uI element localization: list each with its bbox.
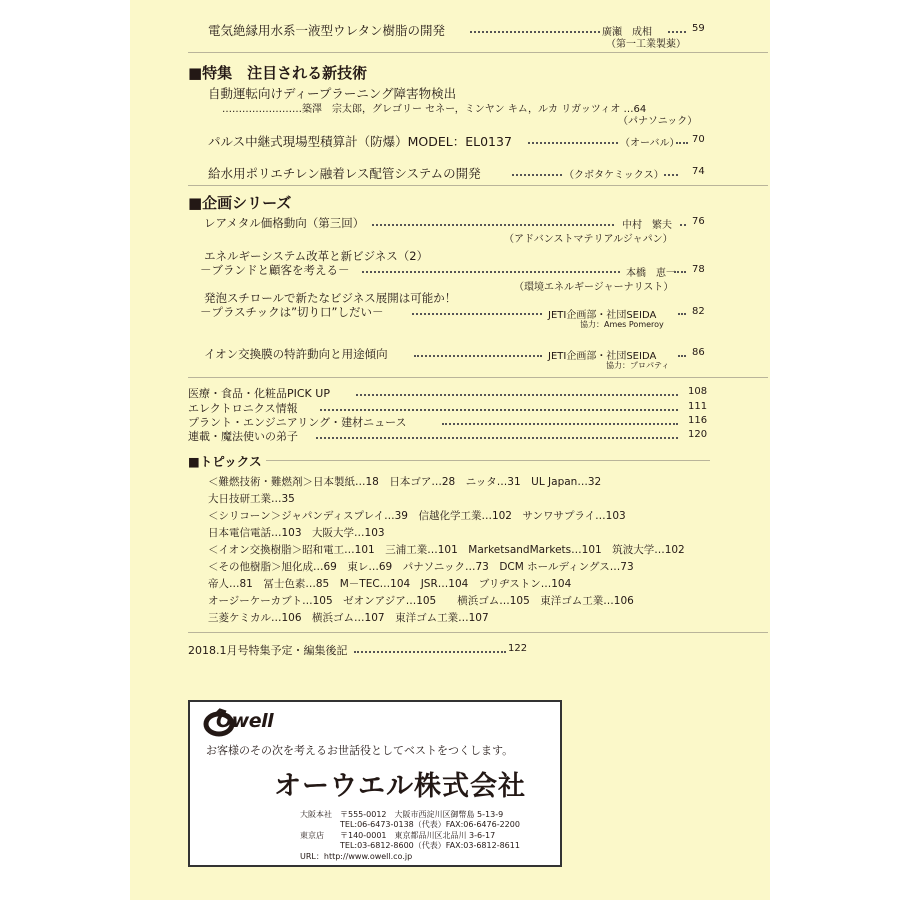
article-company: （環境エネルギージャーナリスト）: [514, 282, 674, 293]
divider: [188, 185, 768, 186]
article-cooperation: 協力：プロパティ: [606, 361, 670, 370]
section-heading-topics: ■トピックス: [188, 454, 262, 469]
topic-line: 三菱ケミカル…106 横浜ゴム…107 東洋ゴム工業…107: [208, 612, 489, 624]
ad-tagline: お客様のその次を考えるお世話役としてベストをつくします。: [206, 744, 514, 757]
article-title: イオン交換膜の特許動向と用途傾向: [204, 347, 388, 361]
dot-leader: [414, 355, 542, 357]
logo-text: Owell: [216, 710, 274, 732]
article-title: パルス中継式現場型積算計（防爆）MODEL：EL0137: [208, 134, 512, 149]
dot-leader: [680, 224, 686, 226]
page-number: 122: [508, 643, 528, 654]
article-authors: ……………………築澤 宗太郎，グレゴリー セネー，ミンヤン キム，ルカ リガッツィオ …64: [222, 104, 647, 115]
page-number: 59: [692, 23, 705, 34]
office-name: 大阪本社: [300, 810, 332, 819]
topic-line: ＜その他樹脂＞旭化成…69 東レ…69 パナソニック…73 DCM ホールディングス…73: [208, 561, 634, 573]
dot-leader: [442, 423, 678, 425]
company-ad: [188, 700, 562, 867]
article-author: 中村 繁夫: [622, 220, 672, 231]
contents-page: [130, 0, 770, 900]
article-company: （アドバンストマテリアルジャパン）: [504, 234, 673, 245]
dot-leader: [372, 224, 614, 226]
ad-company-name: オーウエル株式会社: [274, 771, 526, 802]
divider: [188, 52, 768, 53]
section-heading-feature: ■特集 注目される新技術: [188, 64, 368, 82]
topic-line: ＜イオン交換樹脂＞昭和電工…101 三浦工業…101 MarketsandMarkets…101 筑波大学…102: [208, 544, 685, 556]
page-number: 120: [688, 429, 708, 440]
topic-line: 帝人…81 冨士色素…85 M－TEC…104 JSR…104 ブリヂストン…104: [208, 578, 572, 590]
article-title: 自動運転向けディープラーニング障害物検出: [208, 86, 457, 101]
divider: [188, 632, 768, 633]
topic-line: ＜シリコーン＞ジャパンディスプレイ…39 信越化学工業…102 サンワサプライ…103: [208, 510, 626, 522]
column-title: エレクトロニクス情報: [188, 402, 298, 415]
dot-leader: [362, 271, 620, 273]
page-number: 82: [692, 306, 705, 317]
article-company: （オーバル）: [620, 138, 680, 149]
dot-leader: [674, 271, 686, 273]
dot-leader: [676, 142, 688, 144]
divider: [266, 460, 710, 461]
office-phone: TEL:03-6812-8600（代表）FAX:03-6812-8611: [340, 841, 520, 850]
topic-line: オージーケーカブト…105 ゼオンアジア…105 横浜ゴム…105 東洋ゴム工業…106: [208, 595, 634, 607]
dot-leader: [316, 437, 678, 439]
dot-leader: [412, 313, 542, 315]
page-number: 74: [692, 166, 705, 177]
office-phone: TEL:06-6473-0138（代表）FAX:06-6476-2200: [340, 820, 520, 829]
page-number: 108: [688, 386, 708, 397]
article-company: （パナソニック）: [618, 116, 698, 127]
page-number: 116: [688, 415, 708, 426]
article-company: （第一工業製薬）: [606, 39, 686, 50]
article-title: レアメタル価格動向（第三回）: [204, 216, 365, 230]
page-number: 76: [692, 216, 705, 227]
column-title: プラント・エンジニアリング・建材ニュース: [188, 416, 407, 429]
article-cooperation: 協力：Ames Pomeroy: [580, 320, 664, 329]
article-author: JETI企画部・社団SEIDA: [548, 351, 657, 362]
dot-leader: [678, 313, 686, 315]
dot-leader: [356, 394, 678, 396]
next-issue-title: 2018.1月号特集予定・編集後記: [188, 644, 348, 657]
page-number: 78: [692, 264, 705, 275]
office-address: 〒140-0001 東京都品川区北品川 3-6-17: [340, 831, 496, 840]
column-title: 連載・魔法使いの弟子: [188, 430, 298, 443]
dot-leader: [354, 651, 506, 653]
topic-line: ＜難燃技術・難燃剤＞日本製紙…18 日本ゴア…28 ニッタ…31 UL Japan…32: [208, 476, 602, 488]
page-number: 111: [688, 401, 708, 412]
divider: [188, 377, 768, 378]
office-address: 〒555-0012 大阪市西淀川区御幣島 5-13-9: [340, 810, 504, 819]
dot-leader: [664, 174, 678, 176]
section-heading-series: ■企画シリーズ: [188, 194, 292, 212]
ad-url: URL：http://www.owell.co.jp: [300, 852, 413, 861]
article-title: 発泡スチロールで新たなビジネス展開は可能か！: [204, 291, 457, 305]
dot-leader: [320, 409, 678, 411]
article-title: エネルギーシステム改革と新ビジネス（2）: [204, 249, 429, 263]
dot-leader: [668, 31, 686, 33]
article-subtitle: －ブランドと顧客を考える－: [200, 263, 350, 277]
dot-leader: [512, 174, 562, 176]
article-title: 電気絶縁用水系一液型ウレタン樹脂の開発: [208, 23, 446, 38]
article-author: 本橋 恵一: [626, 268, 676, 279]
topic-line: 日本電信電話…103 大阪大学…103: [208, 527, 385, 539]
page-number: 70: [692, 134, 705, 145]
article-title: 給水用ポリエチレン融着レス配管システムの開発: [208, 166, 481, 181]
article-subtitle: －プラスチックは”切り口”しだい－: [200, 305, 384, 319]
dot-leader: [678, 355, 686, 357]
article-author: JETI企画部・社団SEIDA: [548, 310, 657, 321]
article-company: （クボタケミックス）: [564, 170, 664, 181]
column-title: 医療・食品・化粧品PICK UP: [188, 387, 330, 400]
topic-line: 大日技研工業…35: [208, 493, 295, 505]
dot-leader: [470, 31, 600, 33]
page-number: 86: [692, 347, 705, 358]
article-author: 廣瀬 成相: [602, 27, 652, 38]
office-name: 東京店: [300, 831, 324, 840]
dot-leader: [528, 142, 618, 144]
